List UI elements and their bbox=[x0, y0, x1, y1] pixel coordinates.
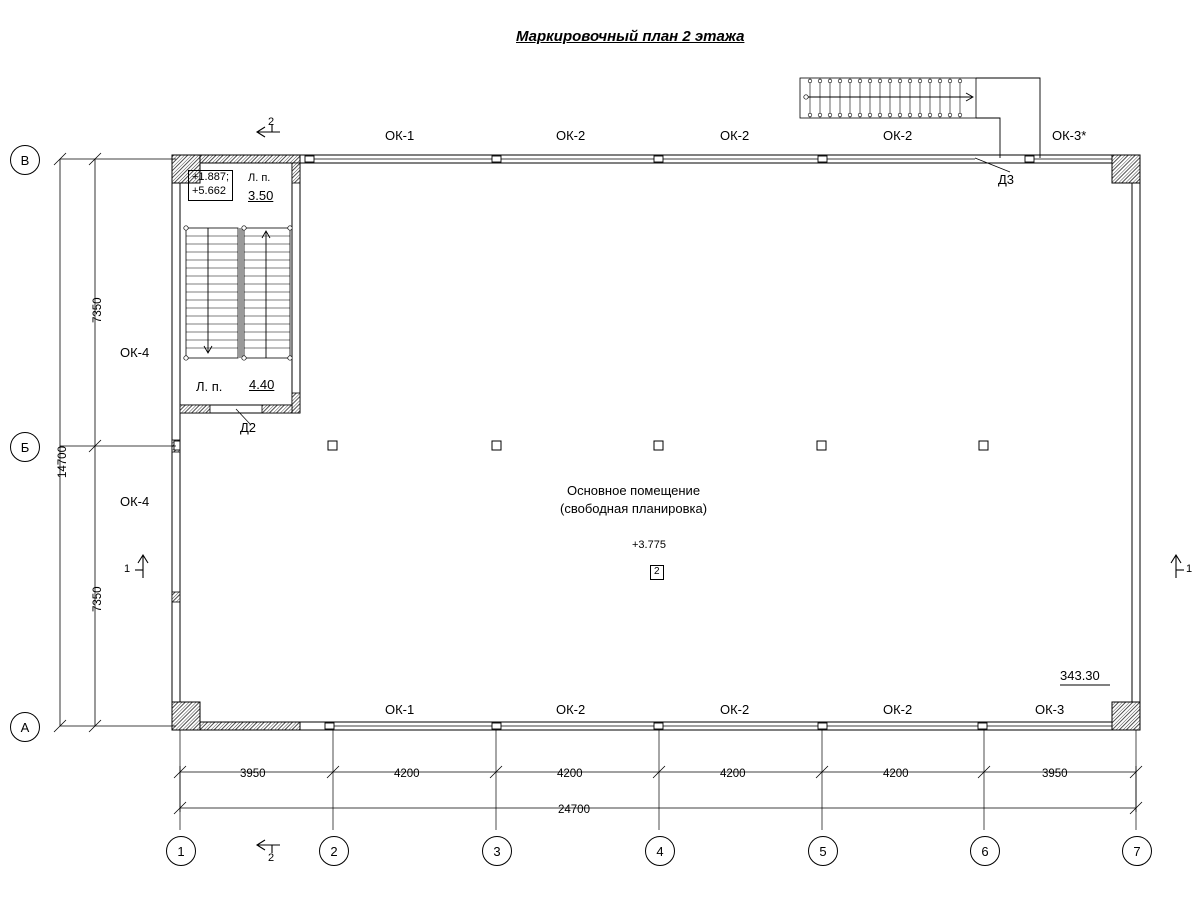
axis-bubble-h-6[interactable]: 6 bbox=[970, 836, 1000, 866]
main-room-level-mark: +3.775 bbox=[632, 539, 666, 551]
door-label-d3: Д3 bbox=[998, 172, 1015, 187]
window-label-left-2: ОК-4 bbox=[120, 494, 150, 509]
stair-room-label-top: Л. п. bbox=[248, 172, 271, 184]
main-room-name bbox=[560, 482, 707, 517]
stair-elev-top: +1.887; bbox=[192, 171, 230, 183]
window-label-left-1: ОК-4 bbox=[120, 345, 150, 360]
dim-bottom-5: 4200 bbox=[883, 768, 909, 780]
main-room-section-tag: 2 bbox=[650, 565, 664, 580]
dim-left-total: 14700 bbox=[57, 446, 69, 478]
dim-left-2: 7350 bbox=[92, 586, 104, 612]
window-label-bottom-4: ОК-2 bbox=[883, 702, 913, 717]
axis-bubble-v-3[interactable]: А bbox=[10, 712, 40, 742]
axis-bubble-v-2[interactable]: Б bbox=[10, 432, 40, 462]
window-label-top-3: ОК-2 bbox=[720, 128, 750, 143]
main-room-name-line2: (свободная планировка) bbox=[560, 500, 708, 516]
dim-bottom-3: 4200 bbox=[557, 768, 583, 780]
dim-bottom-6: 3950 bbox=[1042, 768, 1068, 780]
stair-elevation-box bbox=[188, 170, 233, 201]
stair-room-area-bottom: 4.40 bbox=[249, 377, 275, 392]
dim-bottom-1: 3950 bbox=[240, 768, 266, 780]
door-label-d2: Д2 bbox=[240, 420, 257, 435]
window-label-top-2: ОК-2 bbox=[556, 128, 586, 143]
section-mark-1-left-label: 1 bbox=[124, 563, 131, 575]
window-label-top-4: ОК-2 bbox=[883, 128, 913, 143]
dim-bottom-4: 4200 bbox=[720, 768, 746, 780]
dim-left-1: 7350 bbox=[92, 297, 104, 323]
window-label-top-1: ОК-1 bbox=[385, 128, 415, 143]
window-label-top-5: ОК-3* bbox=[1052, 128, 1087, 143]
main-room-area: 343.30 bbox=[1060, 668, 1100, 683]
axis-bubble-h-4[interactable]: 4 bbox=[645, 836, 675, 866]
axis-bubble-h-1[interactable]: 1 bbox=[166, 836, 196, 866]
main-room-name-line1: Основное помещение bbox=[566, 483, 701, 498]
axis-bubble-h-2[interactable]: 2 bbox=[319, 836, 349, 866]
stair-room-area-top: 3.50 bbox=[248, 188, 274, 203]
window-label-bottom-1: ОК-1 bbox=[385, 702, 415, 717]
stair-elev-bottom: +5.662 bbox=[192, 184, 226, 197]
section-mark-2-top-label: 2 bbox=[268, 116, 275, 128]
section-mark-1-right-label: 1 bbox=[1186, 563, 1193, 575]
window-label-bottom-2: ОК-2 bbox=[556, 702, 586, 717]
axis-bubble-h-3[interactable]: 3 bbox=[482, 836, 512, 866]
window-label-bottom-5: ОК-3 bbox=[1035, 702, 1065, 717]
axis-bubble-h-5[interactable]: 5 bbox=[808, 836, 838, 866]
axis-bubble-h-7[interactable]: 7 bbox=[1122, 836, 1152, 866]
dim-bottom-total: 24700 bbox=[558, 804, 590, 816]
drawing-title: Маркировочный план 2 этажа bbox=[516, 28, 745, 45]
dim-bottom-2: 4200 bbox=[394, 768, 420, 780]
section-mark-2-bottom-label: 2 bbox=[268, 852, 275, 864]
axis-bubble-v-1[interactable]: В bbox=[10, 145, 40, 175]
window-label-bottom-3: ОК-2 bbox=[720, 702, 750, 717]
stair-room-label-bottom: Л. п. bbox=[196, 379, 223, 394]
